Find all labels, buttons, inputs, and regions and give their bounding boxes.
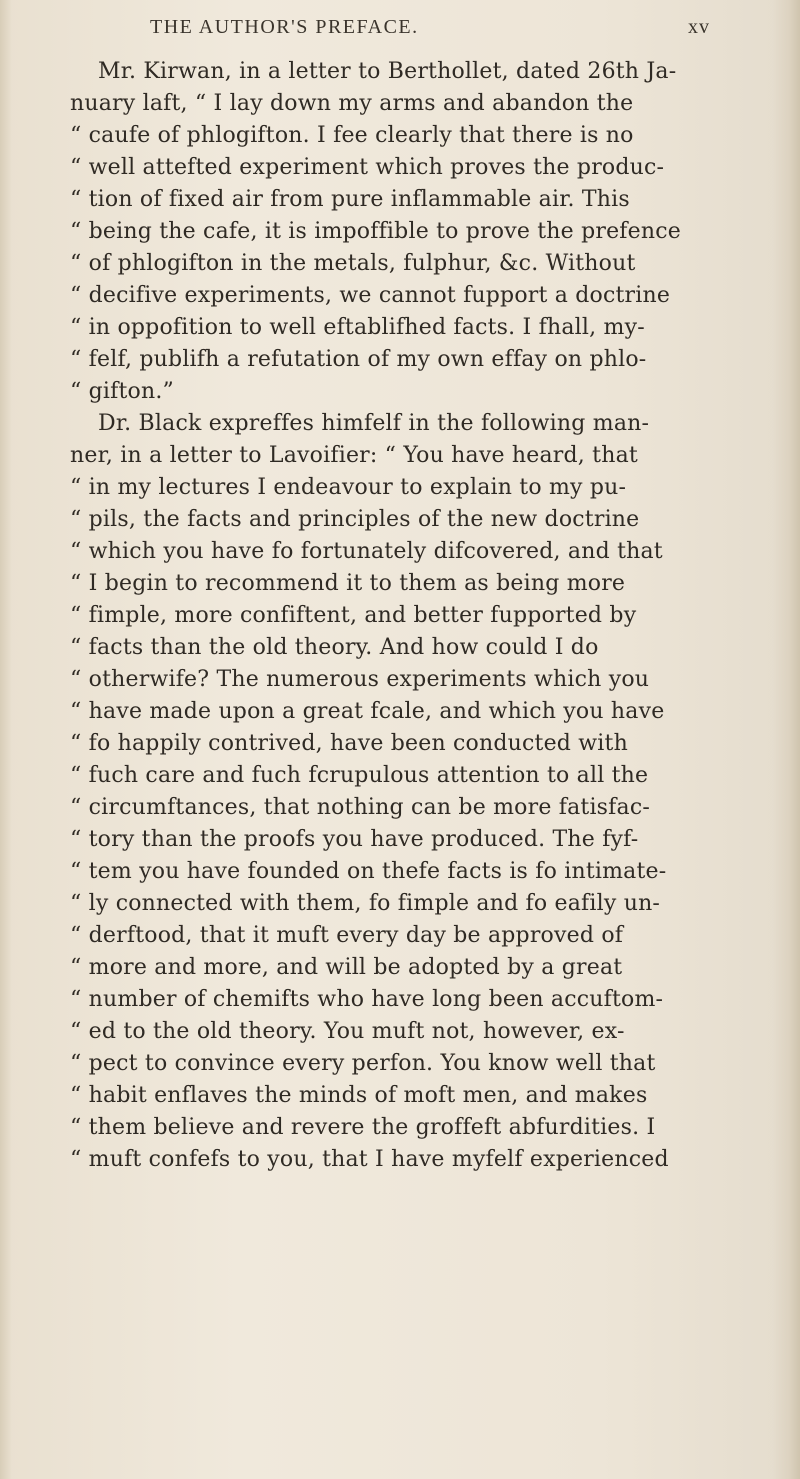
- text-line: “ derftood, that it muft every day be approved of: [70, 923, 624, 948]
- text-line: “ fuch care and fuch fcrupulous attention to all the: [70, 763, 649, 788]
- text-line: “ which you have fo fortunately difcovered, and that: [70, 539, 663, 564]
- page-right-edge-shadow: [772, 0, 800, 1479]
- page-header: [150, 16, 710, 46]
- text-line: “ ly connected with them, fo fimple and fo eafily un-: [70, 891, 661, 916]
- text-line: ner, in a letter to Lavoifier: “ You have heard, that: [70, 443, 638, 468]
- text-line: “ of phlogifton in the metals, fulphur, &c. Without: [70, 251, 636, 276]
- text-line: “ habit enflaves the minds of moft men, and makes: [70, 1083, 648, 1108]
- text-line: “ have made upon a great fcale, and which you have: [70, 699, 665, 724]
- text-line: “ circumftances, that nothing can be more fatisfac-: [70, 795, 650, 820]
- page-number: xv: [688, 16, 710, 38]
- text-line: “ being the cafe, it is impoffible to prove the prefence: [70, 219, 681, 244]
- text-line: “ caufe of phlogifton. I fee clearly that there is no: [70, 123, 634, 148]
- text-line: “ tory than the proofs you have produced. The fyf-: [70, 827, 639, 852]
- text-line: “ fo happily contrived, have been conducted with: [70, 731, 628, 756]
- text-line: “ I begin to recommend it to them as being more: [70, 571, 626, 596]
- text-line: “ number of chemifts who have long been accuftom-: [70, 987, 664, 1012]
- text-line: “ fimple, more confiftent, and better fupported by: [70, 603, 637, 628]
- text-line: “ in oppofition to well eftablifhed facts. I fhall, my-: [70, 315, 645, 340]
- text-line: Dr. Black expreffes himfelf in the following man-: [98, 411, 650, 436]
- text-line: Mr. Kirwan, in a letter to Berthollet, dated 26th Ja-: [98, 59, 677, 84]
- text-line: “ well attefted experiment which proves the produc-: [70, 155, 665, 180]
- text-line: “ ed to the old theory. You muft not, however, ex-: [70, 1019, 625, 1044]
- text-line: nuary laft, “ I lay down my arms and abandon the: [70, 91, 634, 116]
- text-line: “ more and more, and will be adopted by a great: [70, 955, 623, 980]
- text-line: “ them believe and revere the groffeft abfurdities. I: [70, 1115, 656, 1140]
- text-line: “ otherwife? The numerous experiments which you: [70, 667, 650, 692]
- text-line: “ facts than the old theory. And how could I do: [70, 635, 599, 660]
- text-line: “ muft confefs to you, that I have myfelf experienced: [70, 1147, 669, 1172]
- text-line: “ pect to convince every perfon. You know well that: [70, 1051, 656, 1076]
- text-line: “ tion of fixed air from pure inflammable air. This: [70, 187, 630, 212]
- text-line: “ felf, publifh a refutation of my own effay on phlo-: [70, 347, 647, 372]
- text-line: “ pils, the facts and principles of the new doctrine: [70, 507, 640, 532]
- text-line: “ in my lectures I endeavour to explain to my pu-: [70, 475, 627, 500]
- text-line: “ decifive experiments, we cannot fupport a doctrine: [70, 283, 671, 308]
- running-title: THE AUTHOR'S PREFACE.: [150, 16, 419, 38]
- page-left-edge-shadow: [0, 0, 12, 1479]
- text-line: “ tem you have founded on thefe facts is fo intimate-: [70, 859, 667, 884]
- text-line: “ gifton.”: [70, 379, 174, 404]
